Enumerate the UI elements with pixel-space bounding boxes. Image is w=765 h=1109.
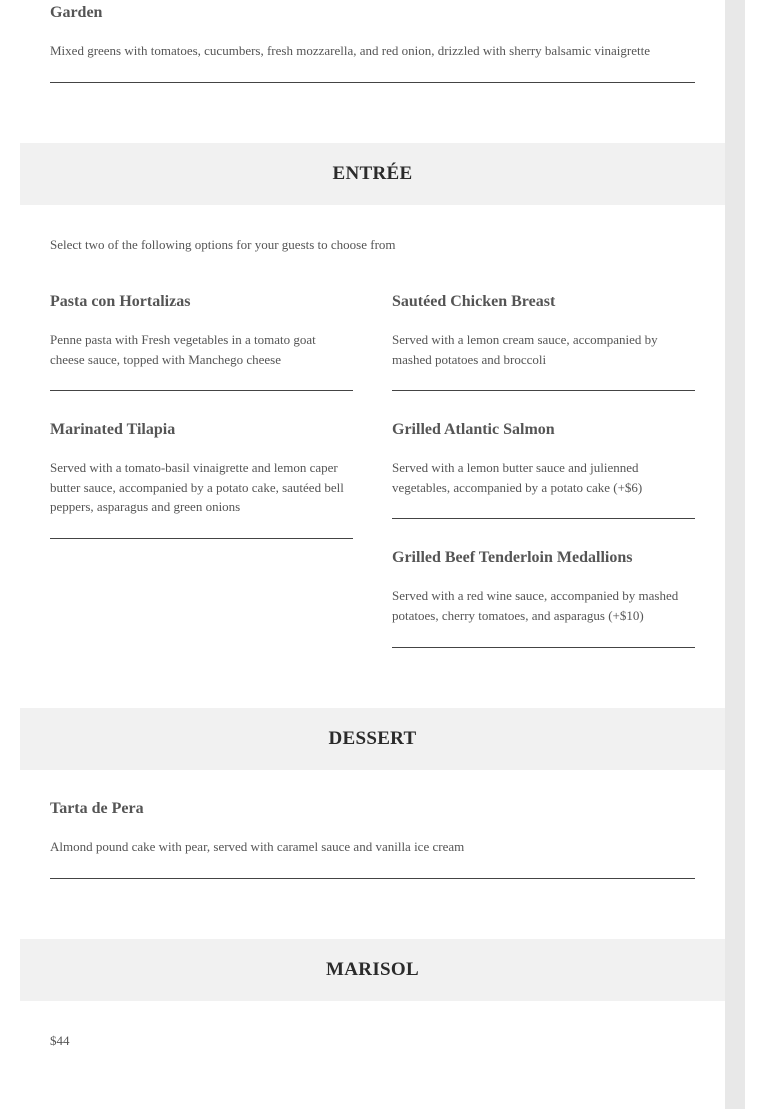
page-edge bbox=[725, 0, 745, 1109]
menu-item-title: Pasta con Hortalizas bbox=[50, 293, 191, 310]
menu-item-title-garden: Garden bbox=[50, 4, 103, 21]
divider bbox=[50, 82, 695, 83]
divider bbox=[392, 647, 695, 648]
menu-item-title: Grilled Beef Tenderloin Medallions bbox=[392, 549, 633, 566]
divider bbox=[50, 538, 353, 539]
section-header-entree bbox=[20, 143, 725, 205]
section-title-entree: ENTRÉE bbox=[332, 163, 413, 184]
menu-item-description: Served with a lemon cream sauce, accompanied by mashed potatoes and broccoli bbox=[392, 332, 658, 367]
menu-item-title: Grilled Atlantic Salmon bbox=[392, 421, 555, 438]
menu-item-description: Almond pound cake with pear, served with caramel sauce and vanilla ice cream bbox=[50, 839, 465, 854]
menu-item-description-garden: Mixed greens with tomatoes, cucumbers, fresh mozzarella, and red onion, drizzled with sherry balsamic vinaigrette bbox=[50, 43, 650, 58]
section-title-dessert: DESSERT bbox=[328, 728, 417, 749]
menu-item-title: Marinated Tilapia bbox=[50, 421, 176, 438]
menu-item-title: Sautéed Chicken Breast bbox=[392, 293, 556, 310]
section-header-marisol bbox=[20, 939, 725, 1001]
divider bbox=[392, 518, 695, 519]
divider bbox=[392, 390, 695, 391]
entree-instructions: Select two of the following options for your guests to choose from bbox=[50, 237, 396, 252]
menu-item-description: Served with a red wine sauce, accompanied by mashed potatoes, cherry tomatoes, and asparagus (+$10) bbox=[392, 588, 679, 623]
menu-item-description: Served with a tomato-basil vinaigrette and lemon caper butter sauce, accompanied by a potato cake, sautéed bell peppers, asparagus and green onions bbox=[50, 460, 344, 514]
divider bbox=[50, 390, 353, 391]
divider bbox=[50, 878, 695, 879]
menu-item-description: Penne pasta with Fresh vegetables in a tomato goat cheese sauce, topped with Manchego cheese bbox=[50, 332, 316, 367]
section-header-dessert bbox=[20, 708, 725, 770]
package-price: $44 bbox=[50, 1033, 70, 1048]
menu-item-description: Served with a lemon butter sauce and julienned vegetables, accompanied by a potato cake (+$6) bbox=[392, 460, 643, 495]
menu-item-title: Tarta de Pera bbox=[50, 800, 144, 817]
section-title-marisol: MARISOL bbox=[326, 959, 419, 980]
